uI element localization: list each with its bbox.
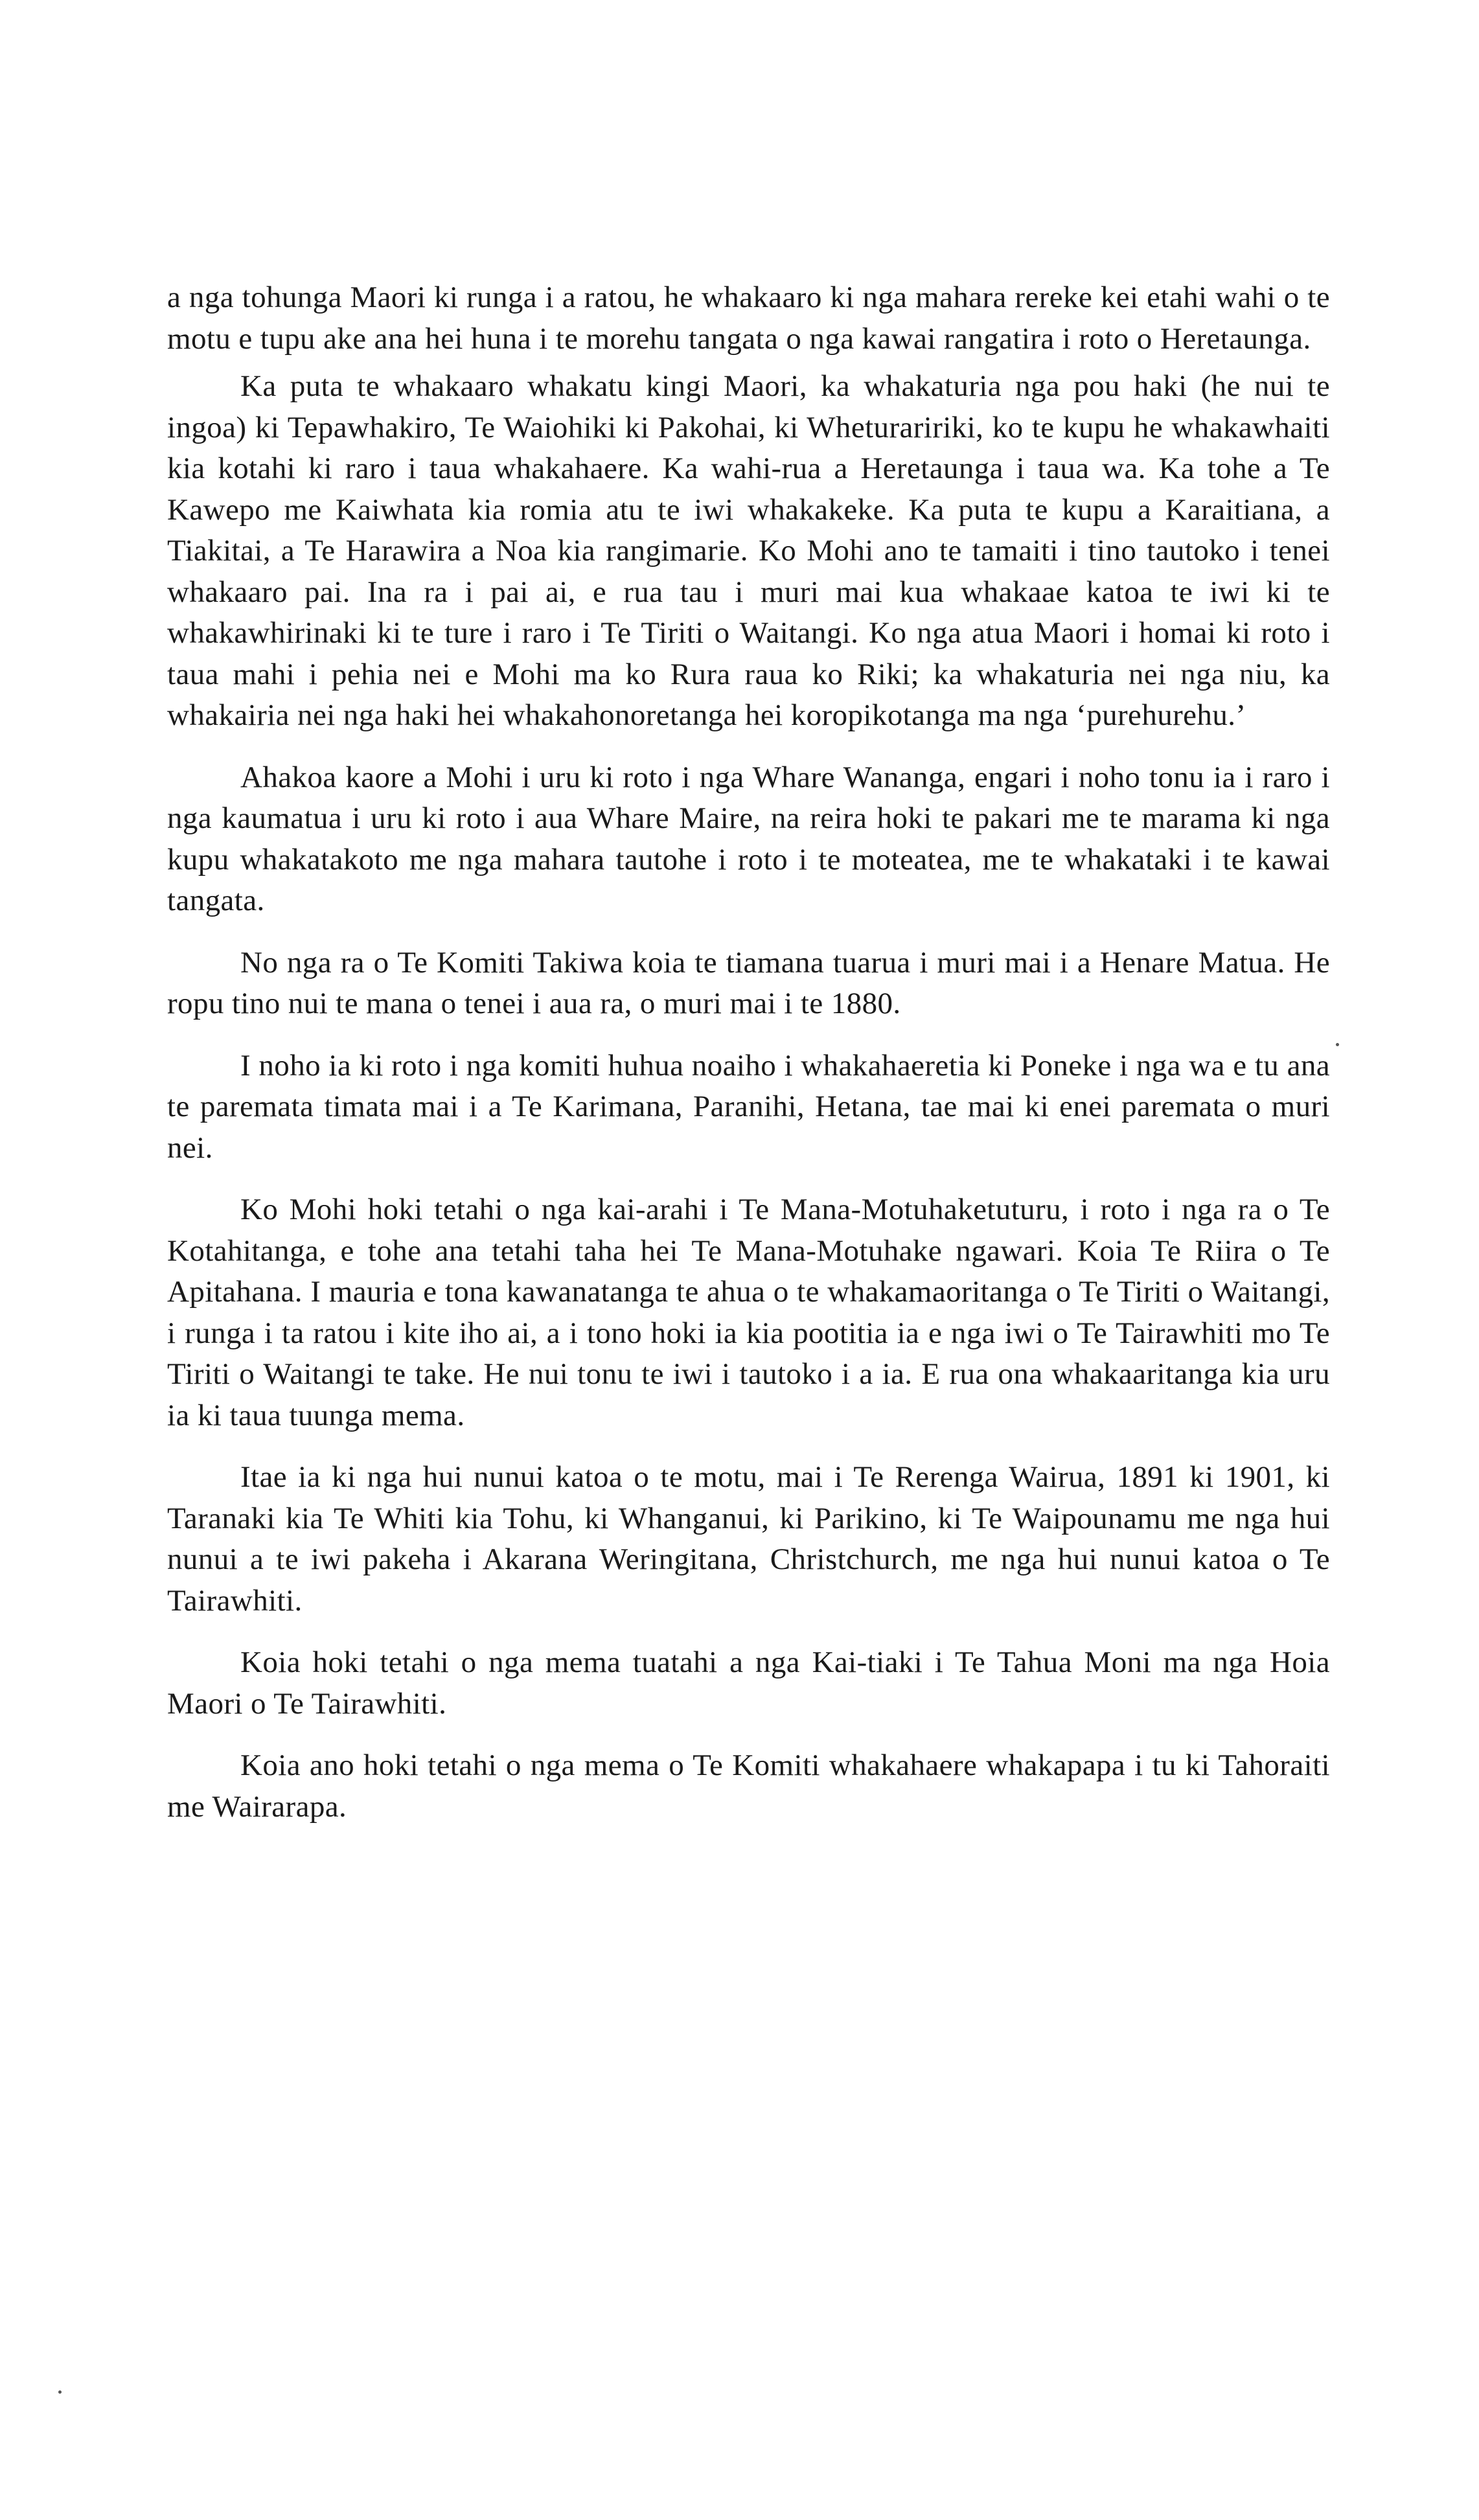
body-text: [167, 277, 1330, 1827]
paragraph-3: Ahakoa kaore a Mohi i uru ki roto i nga Whare Wananga, engari i noho tonu ia i raro i nga kaumatua i uru ki roto i aua Whare Maire, na reira hoki te pakari me te marama ki nga kupu whakatakoto me nga mahara tautohe i roto i te moteatea, me te whakataki i te kawai tangata.: [167, 760, 1330, 917]
paragraph-1: a nga tohunga Maori ki runga i a ratou, he whakaaro ki nga mahara rereke kei etahi wahi o te motu e tupu ake ana hei huna i te morehu tangata o nga kawai rangatira i roto o Heretaunga.: [167, 281, 1330, 356]
scan-speck: [58, 2390, 62, 2394]
paragraph-9: Koia ano hoki tetahi o nga mema o Te Komiti whakahaere whakapapa i tu ki Tahoraiti me Wairarapa.: [167, 1748, 1330, 1824]
paragraph-8: Koia hoki tetahi o nga mema tuatahi a nga Kai-tiaki i Te Tahua Moni ma nga Hoia Maori o Te Tairawhiti.: [167, 1645, 1330, 1721]
paragraph-4: No nga ra o Te Komiti Takiwa koia te tiamana tuarua i muri mai i a Henare Matua. He ropu tino nui te mana o tenei i aua ra, o muri mai i te 1880.: [167, 945, 1330, 1020]
paragraph-6: Ko Mohi hoki tetahi o nga kai-arahi i Te Mana-Motuhaketuturu, i roto i nga ra o Te Kotahitanga, e tohe ana tetahi taha hei Te Mana-Motuhake ngawari. Koia Te Riira o Te Apitahana. I mauria e tona kawanatanga te ahua o te whakamaoritanga o Te Tiriti o Waitangi, i runga i ta ratou i kite iho ai, a i tono hoki ia kia pootitia ia e nga iwi o Te Tairawhiti mo Te Tiriti o Waitangi te take. He nui tonu te iwi i tautoko i a ia. E rua ona whakaaritanga kia uru ia ki taua tuunga mema.: [167, 1193, 1330, 1432]
paragraph-5: I noho ia ki roto i nga komiti huhua noaiho i whakahaeretia ki Poneke i nga wa e tu ana te paremata timata mai i a Te Karimana, Paranihi, Hetana, tae mai ki enei paremata o muri nei.: [167, 1048, 1330, 1165]
paragraph-7: Itae ia ki nga hui nunui katoa o te motu, mai i Te Rerenga Wairua, 1891 ki 1901, ki Taranaki kia Te Whiti kia Tohu, ki Whanganui, ki Parikino, ki Te Waipounamu me nga hui nunui a te iwi pakeha i Akarana Weringitana, Christchurch, me nga hui nunui katoa o Te Tairawhiti.: [167, 1460, 1330, 1618]
paragraph-2: Ka puta te whakaaro whakatu kingi Maori, ka whakaturia nga pou haki (he nui te ingoa) ki Tepawhakiro, Te Waiohiki ki Pakohai, ki Wheturaririki, ko te kupu he whakawhaiti kia kotahi ki raro i taua whakahaere. Ka wahi-rua a Heretaunga i taua wa. Ka tohe a Te Kawepo me Kaiwhata kia romia atu te iwi whakakeke. Ka puta te kupu a Karaitiana, a Tiakitai, a Te Harawira a Noa kia rangimarie. Ko Mohi ano te tamaiti i tino tautoko i tenei whakaaro pai. Ina ra i pai ai, e rua tau i muri mai kua whakaae katoa te iwi ki te whakawhirinaki ki te ture i raro i Te Tiriti o Waitangi. Ko nga atua Maori i homai ki roto i taua mahi i pehia nei e Mohi ma ko Rura raua ko Riki; ka whakaturia nei nga niu, ka whakairia nei nga haki hei whakahonoretanga hei koropikotanga ma nga ‘purehurehu.’: [167, 369, 1330, 732]
scan-speck: [1336, 1043, 1339, 1046]
